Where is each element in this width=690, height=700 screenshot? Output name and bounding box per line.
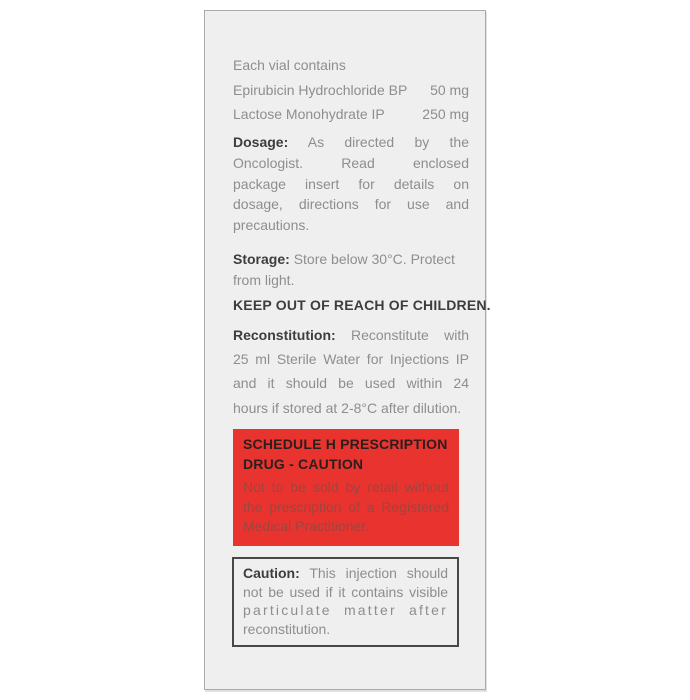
- dosage-text: As directed by the: [307, 134, 469, 150]
- ingredient-name: Epirubicin Hydrochloride BP: [233, 81, 408, 98]
- schedule-body-line: the prescription of a Registered: [243, 498, 449, 515]
- schedule-heading: DRUG - CAUTION: [243, 455, 364, 472]
- keep-out-warning: KEEP OUT OF REACH OF CHILDREN.: [233, 297, 491, 313]
- label-panel: [204, 10, 491, 690]
- schedule-h-warning-box: [233, 429, 459, 546]
- caution-line: not be used if it contains visible: [243, 583, 448, 600]
- caution-text: This injection should: [309, 565, 448, 581]
- storage-line: from light.: [233, 271, 295, 288]
- reconstitution-line: hours if stored at 2-8°C after dilution.: [233, 399, 462, 416]
- composition-intro: Each vial contains: [233, 57, 346, 73]
- storage-line: [233, 249, 469, 270]
- reconstitution-label: Reconstitution:: [233, 327, 336, 343]
- schedule-body-line: Medical Practitioner.: [243, 518, 370, 535]
- composition-section: [233, 53, 469, 127]
- ingredient-qty: 250 mg: [422, 106, 469, 123]
- ingredient-qty: 50 mg: [430, 81, 469, 98]
- caution-line: [243, 564, 448, 583]
- schedule-heading: SCHEDULE H PRESCRIPTION: [243, 436, 448, 452]
- schedule-body-line: Not to be sold by retail without: [243, 479, 449, 495]
- dosage-line: Oncologist. Read enclosed: [233, 154, 469, 171]
- storage-text: Store below 30°C. Protect: [293, 251, 455, 267]
- reconstitution-section: [233, 323, 469, 420]
- reconstitution-text: Reconstitute with: [350, 327, 469, 343]
- schedule-body: [243, 478, 449, 537]
- dosage-label: Dosage:: [233, 134, 289, 150]
- dosage-line: precautions.: [233, 217, 310, 234]
- dosage-section: [233, 132, 469, 236]
- caution-label: Caution:: [243, 565, 300, 581]
- reconstitution-line: 25 ml Sterile Water for Injections IP: [233, 351, 469, 368]
- dosage-line: package insert for details on: [233, 175, 469, 192]
- composition-row: [233, 78, 469, 103]
- storage-label: Storage:: [233, 251, 290, 267]
- dosage-line: dosage, directions for use and: [233, 196, 469, 213]
- reconstitution-line: [233, 323, 469, 347]
- composition-row: [233, 102, 469, 127]
- ingredient-name: Lactose Monohydrate IP: [233, 106, 385, 123]
- caution-line: reconstitution.: [243, 621, 331, 638]
- dosage-line: [233, 132, 469, 153]
- storage-section: [233, 249, 469, 290]
- caution-line: particulate matter after: [243, 602, 448, 619]
- reconstitution-line: and it should be used within 24: [233, 375, 469, 392]
- caution-box: [232, 557, 459, 647]
